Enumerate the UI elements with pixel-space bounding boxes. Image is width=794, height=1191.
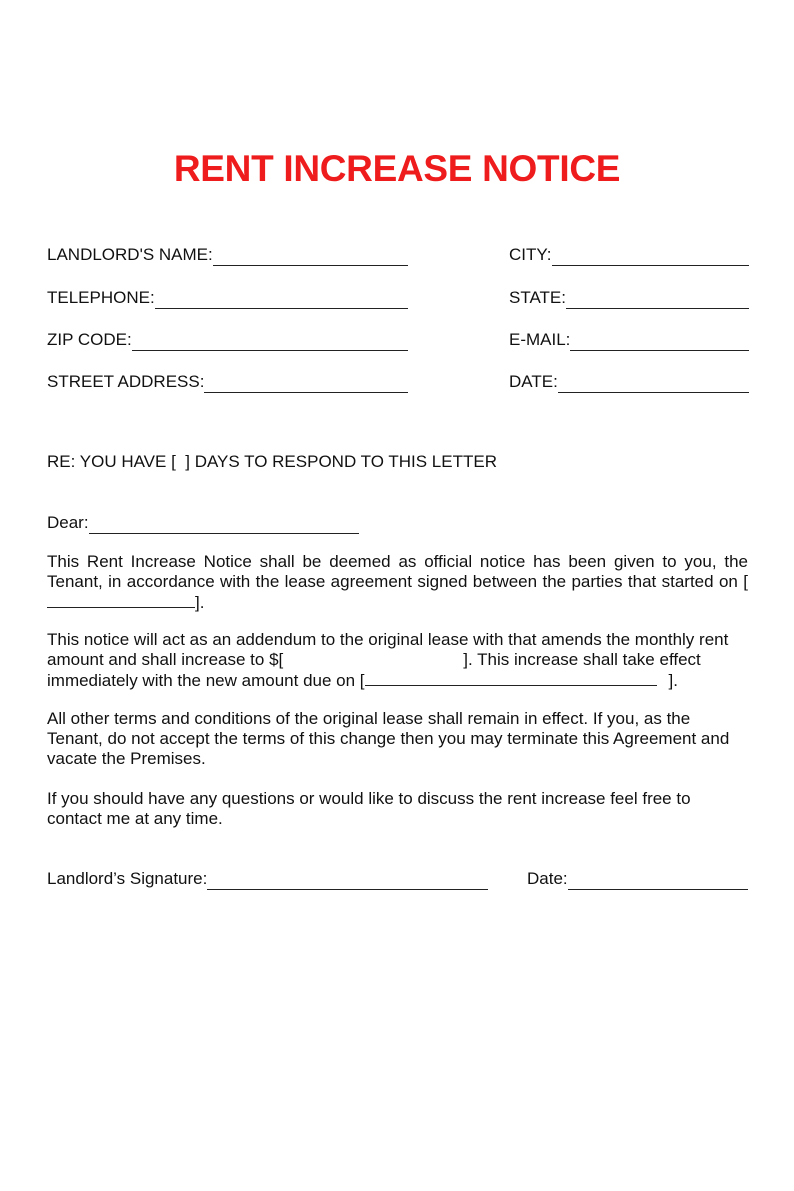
landlord-name-label: LANDLORD'S NAME:	[47, 245, 213, 264]
paragraph-official-notice	[47, 552, 748, 613]
dear-input-line[interactable]	[89, 513, 359, 534]
street-address-label: STREET ADDRESS:	[47, 372, 205, 391]
dear-label: Dear:	[47, 513, 89, 532]
respond-days-line: RE: YOU HAVE [ ] DAYS TO RESPOND TO THIS LETTER	[47, 452, 497, 471]
date-label: DATE:	[509, 372, 558, 391]
telephone-input-line[interactable]	[155, 288, 408, 309]
zip-code-field[interactable]	[47, 328, 408, 352]
landlord-signature-input-line[interactable]	[207, 869, 488, 890]
zip-code-label: ZIP CODE:	[47, 330, 132, 349]
zip-code-input-line[interactable]	[132, 330, 408, 351]
state-label: STATE:	[509, 288, 566, 307]
effective-date-close: ].	[668, 671, 678, 690]
telephone-label: TELEPHONE:	[47, 288, 155, 307]
effective-date-blank[interactable]	[365, 670, 657, 686]
landlord-name-field[interactable]	[47, 243, 408, 267]
paragraph-addendum-text-1: This notice will act as an addendum to the original lease with that amends the monthly rent amount and shall increase to $[	[47, 630, 729, 669]
city-label: CITY:	[509, 245, 552, 264]
landlord-signature-label: Landlord’s Signature:	[47, 869, 208, 888]
dear-field[interactable]	[47, 511, 359, 535]
email-input-line[interactable]	[570, 330, 749, 351]
signature-date-field[interactable]	[527, 867, 748, 891]
state-input-line[interactable]	[566, 288, 749, 309]
date-field[interactable]	[509, 370, 749, 394]
signature-date-input-line[interactable]	[568, 869, 748, 890]
signature-date-label: Date:	[527, 869, 568, 888]
paragraph-questions: If you should have any questions or would like to discuss the rent increase feel free to contact me at any time.	[47, 789, 691, 828]
document-title: RENT INCREASE NOTICE	[173, 148, 621, 189]
lease-start-date-blank[interactable]	[47, 592, 195, 608]
email-label: E-MAIL:	[509, 330, 571, 349]
paragraph-other-terms: All other terms and conditions of the original lease shall remain in effect. If you, as the Tenant, do not accept the terms of this change then you may terminate this Agreement and vacate the Premises.	[47, 709, 730, 768]
paragraph-addendum	[47, 630, 748, 691]
state-field[interactable]	[509, 286, 749, 310]
landlord-name-input-line[interactable]	[213, 245, 408, 266]
street-address-field[interactable]	[47, 370, 408, 394]
email-field[interactable]	[509, 328, 749, 352]
paragraph-addendum-text-2: ]. This increase shall take effect immediately with the new amount due on [	[47, 650, 701, 690]
telephone-field[interactable]	[47, 286, 408, 310]
paragraph-official-notice-text: This Rent Increase Notice shall be deemed as official notice has been given to you, the Tenant, in accordance with the lease agreement signed between the parties that started on [	[47, 552, 748, 591]
city-field[interactable]	[509, 243, 749, 267]
lease-start-date-close: ].	[195, 593, 205, 612]
landlord-signature-field[interactable]	[47, 867, 488, 891]
street-address-input-line[interactable]	[204, 372, 408, 393]
date-input-line[interactable]	[558, 372, 749, 393]
city-input-line[interactable]	[552, 245, 749, 266]
